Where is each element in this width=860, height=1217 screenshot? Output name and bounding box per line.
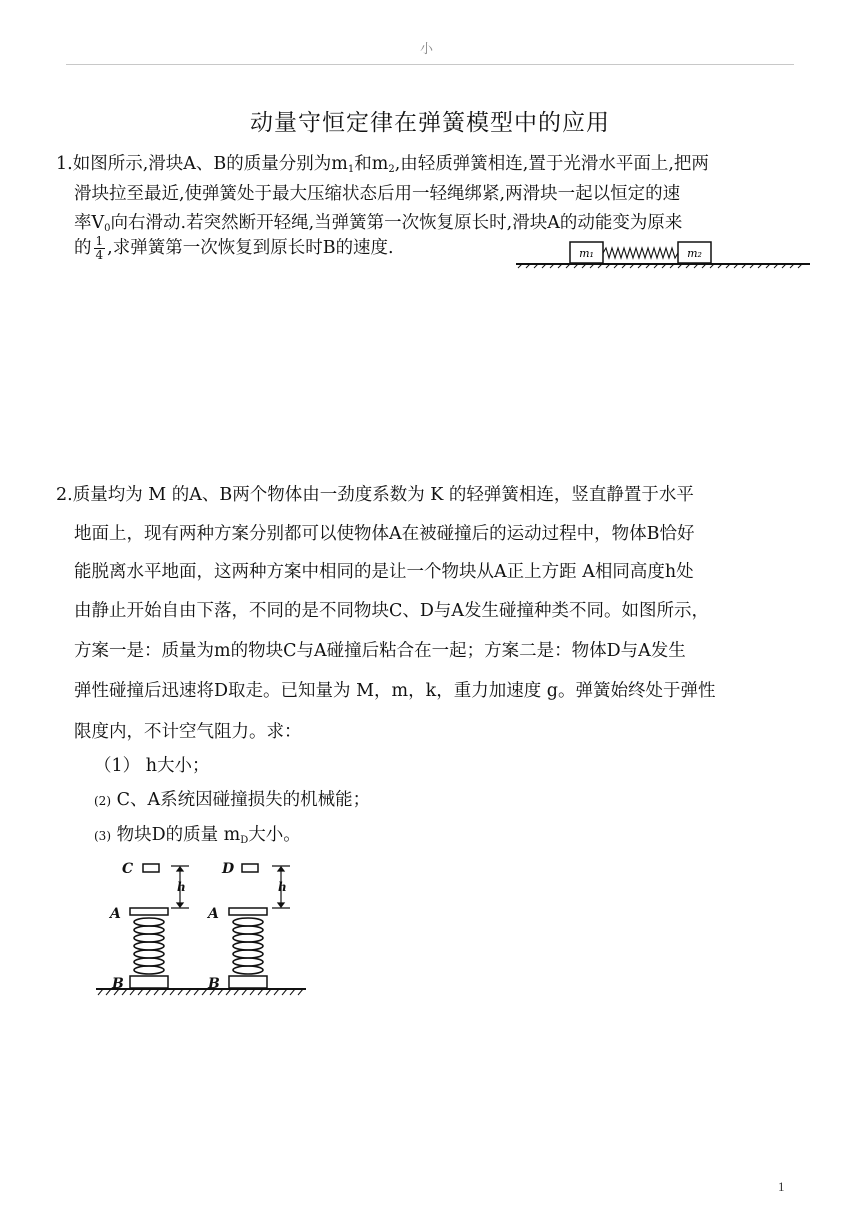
p2-line-7: 限度内，不计空气阻力。求：	[74, 722, 302, 742]
page-number: 1	[778, 1179, 785, 1194]
spring-right	[233, 918, 263, 974]
question-3	[94, 821, 301, 846]
p2-line-5: 方案一是：质量为m的物块C与A碰撞后粘合在一起；方案二是：物体D与A发生	[74, 641, 686, 661]
p1-sub-0: 0	[104, 223, 111, 234]
block-m1-label: m₁	[579, 247, 594, 260]
spring-blocks-figure	[512, 238, 812, 274]
block-B-left	[130, 976, 168, 988]
p1-sub-1: 1	[347, 164, 355, 175]
vertical-spring-figure	[92, 852, 312, 1002]
question-2-number: (2)	[94, 794, 111, 808]
p2-line-3: 能脱离水平地面，这两种方案中相同的是让一个物块从A正上方距 A相同高度h处	[74, 562, 694, 582]
question-3-sub: D	[240, 835, 249, 846]
page-title: 动量守恒定律在弹簧模型中的应用	[250, 110, 610, 136]
question-3-text: 大小。	[248, 825, 301, 845]
header-rule	[66, 64, 794, 65]
block-D	[242, 864, 258, 872]
p2-line-6: 弹性碰撞后迅速将D取走。已知量为 M，m，k，重力加速度 g。弹簧始终处于弹性	[74, 681, 716, 701]
label-h-left: h	[177, 880, 186, 894]
header-mark: 小	[420, 42, 434, 57]
p1-line-1	[56, 150, 709, 175]
p1-text: 率V	[74, 213, 105, 233]
label-A-right: A	[208, 906, 219, 922]
block-A-left	[130, 908, 168, 915]
h-marker-right	[272, 866, 290, 908]
h-marker-left	[171, 866, 189, 908]
p2-line-4: 由静止开始自由下落，不同的是不同物块C、D与A发生碰撞种类不同。如图所示，	[74, 601, 710, 621]
question-2-text: C、A系统因碰撞损失的机械能；	[116, 790, 371, 810]
p1-text: 1.如图所示,滑块A、B的质量分别为m	[56, 154, 348, 174]
p1-text: 和m	[354, 154, 389, 174]
block-m2-label: m₂	[687, 247, 702, 260]
fraction	[94, 235, 106, 262]
p1-line-2: 滑块拉至最近,使弹簧处于最大压缩状态后用一轻绳绑紧,两滑块一起以恒定的速	[74, 184, 681, 204]
question-1: （1） h大小；	[94, 756, 210, 776]
spring	[603, 248, 678, 258]
spring-left	[134, 918, 164, 974]
p2-line-1: 2.质量均为 M 的A、B两个物体由一劲度系数为 K 的轻弹簧相连，竖直静置于水平	[56, 485, 694, 505]
label-D: D	[222, 861, 235, 877]
label-C: C	[122, 861, 134, 877]
p1-text: 向右滑动.若突然断开轻绳,当弹簧第一次恢复原长时,滑块A的动能变为原来	[110, 213, 683, 233]
question-3-number: (3)	[94, 829, 111, 843]
p1-text: ,由轻质弹簧相连,置于光滑水平面上,把两	[394, 154, 709, 174]
fraction-denominator: 4	[95, 248, 104, 262]
p1-text: 的	[74, 238, 92, 258]
question-3-text: 物块D的质量 m	[116, 825, 241, 845]
p2-line-2: 地面上，现有两种方案分别都可以使物体A在被碰撞后的运动过程中，物体B恰好	[74, 524, 695, 544]
p1-text: ,求弹簧第一次恢复到原长时B的速度.	[107, 238, 394, 258]
p1-line-3	[74, 209, 682, 234]
label-B-left: B	[112, 976, 124, 992]
label-A-left: A	[110, 906, 121, 922]
label-h-right: h	[278, 880, 287, 894]
p1-sub-2: 2	[388, 164, 395, 175]
label-B-right: B	[208, 976, 220, 992]
question-2	[94, 786, 370, 811]
p1-line-4	[74, 234, 394, 262]
fraction-numerator: 1	[95, 234, 104, 248]
block-A-right	[229, 908, 267, 915]
block-B-right	[229, 976, 267, 988]
block-C	[143, 864, 159, 872]
